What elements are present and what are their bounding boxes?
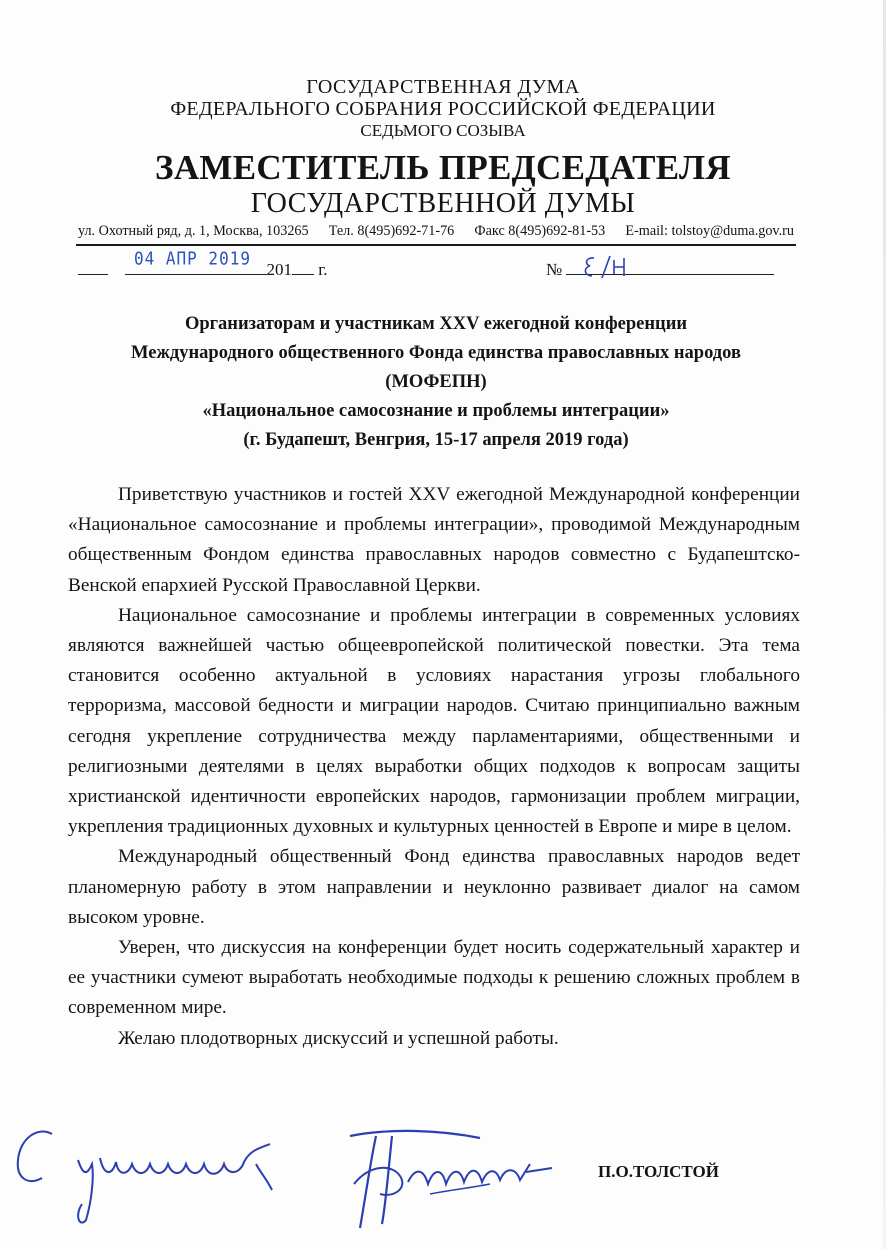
addressee-line: Организаторам и участникам XXV ежегодной конференции (184, 314, 688, 334)
handwritten-number (580, 252, 640, 282)
signature (330, 1124, 560, 1234)
contact-email: E-mail: tolstoy@duma.gov.ru (625, 223, 794, 239)
body-paragraph: Уверен, что дискуссия на конференции будет носить содержательный характер и ее участники сумеют выработать необходимые подходы к решению сложных проблем в современном мире. (68, 937, 800, 1019)
header-divider (76, 244, 796, 246)
year-prefix: 201 (266, 260, 292, 279)
body-paragraph: Желаю плодотворных дискуссий и успешной работы. (118, 1027, 559, 1049)
letterhead-institution: ГОСУДАРСТВЕННОЙ ДУМЫ (250, 188, 636, 219)
day-blank (78, 258, 108, 275)
addressee-line: Международного общественного Фонда единства православных народов (131, 343, 741, 363)
year-suffix: г. (318, 260, 328, 279)
header-line-3: СЕДЬМОГО СОЗЫВА (360, 121, 526, 140)
addressee-block (76, 310, 796, 455)
addressee-line: «Национальное самосознание и проблемы интеграции» (202, 401, 670, 421)
header-line-1: ГОСУДАРСТВЕННАЯ ДУМА (306, 76, 580, 98)
body-paragraph: Национальное самосознание и проблемы интеграции в современных условиях являются важнейшей частью общеевропейской политической повестки. Эта тема становится особенно актуальной в условиях нарастания угрозы глобального терроризма, массовой бедности и миграции народов. Считаю принципиально важным сегодня укрепление сотрудничества между парламентариями, общественными и религиозными деятелями в целях выработки общих подходов к вопросам защиты христианской идентичности европейских народов, гармонизации проблем миграции, укрепления традиционных духовных и культурных ценностей в Европе и мире в целом. (68, 604, 800, 838)
letterhead-position: ЗАМЕСТИТЕЛЬ ПРЕДСЕДАТЕЛЯ (155, 148, 731, 187)
contact-address: ул. Охотный ряд, д. 1, Москва, 103265 (78, 223, 309, 239)
year-blank (292, 258, 314, 275)
header-line-2: ФЕДЕРАЛЬНОГО СОБРАНИЯ РОССИЙСКОЙ ФЕДЕРАЦИИ (170, 98, 716, 120)
signer-name: П.О.ТОЛСТОЙ (598, 1162, 719, 1181)
body-paragraph: Приветствую участников и гостей XXV ежегодной Международной конференции «Национальное самосознание и проблемы интеграции», проводимой Международным общественным Фондом единства православных народов совместно с Будапештско-Венской епархией Русской Православной Церкви. (68, 484, 800, 596)
handwritten-regards (8, 1120, 288, 1230)
letter-body (68, 480, 800, 1054)
body-paragraph: Международный общественный Фонд единства православных народов ведет планомерную работу в этом направлении и неуклонно развивает диалог на самом высоком уровне. (68, 846, 800, 928)
addressee-line: (МОФЕПН) (385, 372, 487, 392)
addressee-line: (г. Будапешт, Венгрия, 15-17 апреля 2019 года) (243, 430, 629, 450)
number-label: № (546, 260, 563, 279)
contact-phone: Тел. 8(495)692-71-76 (328, 223, 455, 239)
date-stamp: 04 АПР 2019 (134, 248, 251, 269)
contact-fax: Факс 8(495)692-81-53 (474, 223, 606, 239)
contact-line (78, 223, 794, 240)
